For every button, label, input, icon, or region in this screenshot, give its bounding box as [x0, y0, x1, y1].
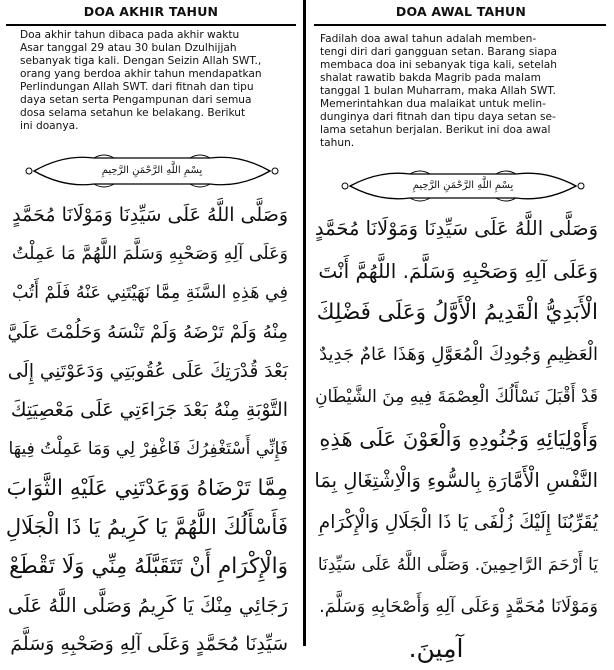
doa-line: مِمَّا تَرْضَاهُ وَوَعَدْتَنِي عَلَيْهِ الثَّوَابَ: [6, 476, 288, 501]
doa-line: وَالْإِكْرَامِ أَنْ تَتَقَبَّلَهُ مِنِّي وَلَا تَقْطَعْ: [9, 554, 288, 579]
doa-line: قَدْ أَقْبَلَ نَسْأَلُكَ الْعِصْمَةَ فِيهِ مِنَ الشَّيْطَانِ: [315, 387, 598, 407]
doa-line: وَصَلَّى اللَّهُ عَلَى سَيِّدِنَا وَمَوْلَانَا مُحَمَّدٍ: [12, 204, 288, 226]
doa-line: الْأَبَدِيُّ الْقَدِيمُ الْأَوَّلُ وَعَلَى فَضْلِكَ: [316, 300, 598, 325]
left-intro: Doa akhir tahun dibaca pada akhir waktu Asar tanggal 29 atau 30 bulan Dzulhijjah sebanyak tiga kali. Dengan Seizin Allah SWT., orang yang berdoa akhir tahun mendapatkan Perlindungan Allah SWT. dari fitnah dan tipu daya setan serta Pengampunan dari semua dosa selama setahun ke belakang. Berikut ini doanya.: [20, 29, 262, 132]
right-basmalah-text: بِسْمِ اللَّهِ الرَّحْمَنِ الرَّحِيمِ: [412, 180, 514, 191]
doa-line: وَصَلَّى اللَّهُ عَلَى سَيِّدِنَا وَمَوْلَانَا مُحَمَّدٍ: [314, 217, 598, 240]
doa-line-amin: آمِينَ.: [408, 634, 464, 663]
right-title-rule: [314, 24, 606, 26]
left-basmalah-banner: [24, 148, 280, 194]
right-title: DOA AWAL TAHUN: [395, 4, 527, 19]
left-title-rule: [6, 24, 296, 26]
doa-line: بَعْدَ قُدْرَتِكَ عَلَى عُقُوبَتِي وَدَعَوْتَنِي إِلَى: [7, 361, 288, 382]
doa-line: يَا أَرْحَمَ الرَّاحِمِينَ. وَصَلَّى اللَّهُ عَلَى سَيِّدِنَا: [317, 555, 598, 575]
left-title: DOA AKHIR TAHUN: [83, 4, 219, 19]
doa-line: مِنْهُ وَلَمْ تَرْضَهُ وَلَمْ تَنْسَهُ وَحَلُمْتَ عَلَيَّ: [7, 322, 288, 343]
doa-line: رَجَائِي مِنْكَ يَا كَرِيمُ وَصَلَّى اللَّهُ عَلَى: [7, 594, 288, 617]
doa-awal-tahun-column: [308, 0, 614, 663]
doa-line: فَإِنِّي أَسْتَغْفِرُكَ فَاغْفِرْ لِي وَمَا عَمِلْتُ فِيهَا: [8, 439, 288, 459]
column-divider: [303, 0, 306, 646]
left-basmalah-text: بِسْمِ اللَّهِ الرَّحْمَنِ الرَّحِيمِ: [101, 165, 203, 176]
doa-line: وَمَوْلَانَا مُحَمَّدٍ وَعَلَى آلِهِ وَأَصْحَابِهِ وَسَلَّمَ.: [319, 597, 598, 617]
doa-line: فِي هَذِهِ السَّنَةِ مِمَّا نَهَيْتَنِي عَنْهُ فَلَمْ أَتُبْ: [12, 283, 288, 303]
right-basmalah-banner: [340, 166, 586, 206]
doa-line: وَعَلَى آلِهِ وَصَحْبِهِ وَسَلَّمَ. اللَّهُمَّ أَنْتَ: [318, 259, 598, 283]
right-intro: Fadilah doa awal tahun adalah memben- tengi diri dari gangguan setan. Barang siapa membaca doa ini sebanyak tiga kali, setelah shalat rawatib bakda Magrib pada malam tanggal 1 bulan Muharram, maka Allah SWT. Memerintahkan dua malaikat untuk melin- dunginya dari fitnah dan tipu daya setan se- lama setahun berjalan. Berikut ini doa awal tahun.: [320, 33, 558, 149]
doa-line: وَأَوْلِيَائِهِ وَجُنُودِهِ وَالْعَوْنَ عَلَى هَذِهِ: [319, 427, 598, 451]
doa-line: وَعَلَى آلِهِ وَصَحْبِهِ وَسَلَّمَ اللَّهُمَّ مَا عَمِلْتُ: [12, 244, 288, 264]
doa-line: الْعَظِيمِ وَجُودِكَ الْمُعَوَّلِ وَهَذَا عَامٌ جَدِيدٌ: [319, 344, 598, 365]
right-doa-text: [314, 208, 598, 670]
doa-line: فَأَسْأَلُكَ اللَّهُمَّ يَا كَرِيمُ يَا ذَا الْجَلَالِ: [5, 515, 288, 539]
doa-line: التَّوْبَةِ مِنْهُ بَعْدَ جَرَاءَتِي عَلَى مَعْصِيَتِكَ: [10, 399, 288, 421]
left-doa-text: [6, 196, 288, 664]
doa-akhir-tahun-column: [0, 0, 302, 655]
doa-line: النَّفْسِ الْأَمَّارَةِ بِالسُّوءِ وَالْاِشْتِغَالِ بِمَا: [314, 469, 598, 492]
doa-line: يُقَرِّبُنَا إِلَيْكَ زُلْفَى يَا ذَا الْجَلَالِ وَالْإِكْرَامِ: [318, 512, 598, 533]
doa-line: سَيِّدِنَا مُحَمَّدٍ وَعَلَى آلِهِ وَصَحْبِهِ وَسَلَّمَ: [10, 633, 288, 655]
